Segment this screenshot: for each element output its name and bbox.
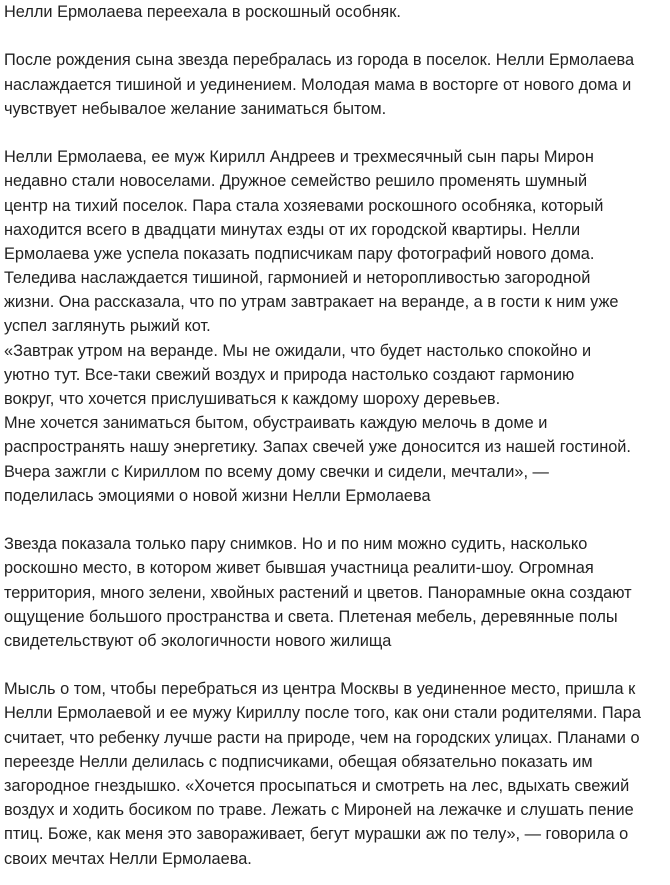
- quote-line: Мне хочется заниматься бытом, обустраивать каждую мелочь в доме и: [4, 414, 548, 433]
- paragraph-line: центр на тихий поселок. Пара стала хозяевами роскошного особняка, который: [4, 196, 604, 215]
- paragraph-line: птиц. Боже, как меня это завораживает, бегут мурашки аж по телу», — говорила о: [4, 825, 629, 844]
- paragraph-line: свидетельствуют об экологичности нового жилища: [4, 631, 392, 650]
- paragraph-line: недавно стали новоселами. Дружное семейство решило променять шумный: [4, 172, 588, 191]
- quote-line: вокруг, что хочется прислушиваться к каждому шороху деревьев.: [4, 390, 501, 408]
- article: [4, 0, 668, 871]
- paragraph-2: [4, 145, 668, 508]
- quote-attribution: поделилась эмоциями о новой жизни Нелли Ермолаева: [4, 486, 431, 505]
- paragraph-line: Мысль о том, чтобы перебраться из центра Москвы в уединенное место, пришла к: [4, 680, 636, 699]
- paragraph-line: территория, много зелени, хвойных растений и цветов. Панорамные окна создают: [4, 583, 632, 602]
- quote-line: уютно тут. Все-таки свежий воздух и природа настолько создают гармонию: [4, 365, 575, 384]
- paragraph-line: считает, что ребенку лучше расти на природе, чем на городских улицах. Планами о: [4, 728, 640, 747]
- paragraph-line: Нелли Ермолаевой и ее мужу Кириллу после того, как они стали родителями. Пара: [4, 704, 641, 723]
- paragraph-line: Звезда показала только пару снимков. Но и по ним можно судить, насколько: [4, 535, 588, 554]
- paragraph-line: находится всего в двадцати минутах езды от их городской квартиры. Нелли: [4, 220, 581, 239]
- paragraph-spacer: [4, 508, 668, 532]
- paragraph-spacer: [4, 24, 668, 48]
- paragraph-line: переезде Нелли делилась с подписчиками, обещая обязательно показать им: [4, 752, 593, 771]
- paragraph-line: Нелли Ермолаева, ее муж Кирилл Андреев и трехмесячный сын пары Мирон: [4, 148, 594, 167]
- quote-line: распространять нашу энергетику. Запах свечей уже доносится из нашей гостиной.: [4, 438, 631, 457]
- paragraph-line: Теледива наслаждается тишиной, гармонией и неторопливостью загородной: [4, 269, 591, 288]
- paragraph-4: [4, 677, 668, 871]
- paragraph-line: ощущение большого пространства и света. Плетеная мебель, деревянные полы: [4, 607, 618, 626]
- paragraph-line: своих мечтах Нелли Ермолаева.: [4, 849, 252, 868]
- paragraph-line: загородное гнездышко. «Хочется просыпаться и смотреть на лес, вдыхать свежий: [4, 777, 630, 795]
- paragraph-line: После рождения сына звезда перебралась из города в поселок. Нелли Ермолаева: [4, 51, 635, 70]
- paragraph-line: роскошно место, в котором живет бывшая участница реалити-шоу. Огромная: [4, 559, 594, 578]
- paragraph-spacer: [4, 121, 668, 145]
- paragraph-line: наслаждается тишиной и уединением. Молодая мама в восторге от нового дома и: [4, 75, 632, 94]
- paragraph-line: Ермолаева уже успела показать подписчикам пару фотографий нового дома.: [4, 244, 595, 263]
- paragraph-line: воздух и ходить босиком по траве. Лежать с Мироней на лежачке и слушать пение: [4, 801, 634, 820]
- paragraph-1: [4, 48, 668, 121]
- paragraph-line: успел заглянуть рыжий кот.: [4, 317, 211, 336]
- paragraph-3: [4, 532, 668, 653]
- paragraph-line: жизни. Она рассказала, что по утрам завтракает на веранде, а в гости к ним уже: [4, 293, 619, 312]
- article-title: Нелли Ермолаева переехала в роскошный особняк.: [4, 3, 401, 21]
- quote-line: «Завтрак утром на веранде. Мы не ожидали, что будет настолько спокойно и: [4, 341, 592, 360]
- paragraph-spacer: [4, 653, 668, 677]
- quote-line: Вчера зажгли с Кириллом по всему дому свечки и сидели, мечтали», —: [4, 462, 549, 481]
- paragraph-line: чувствует небывалое желание заниматься бытом.: [4, 99, 387, 118]
